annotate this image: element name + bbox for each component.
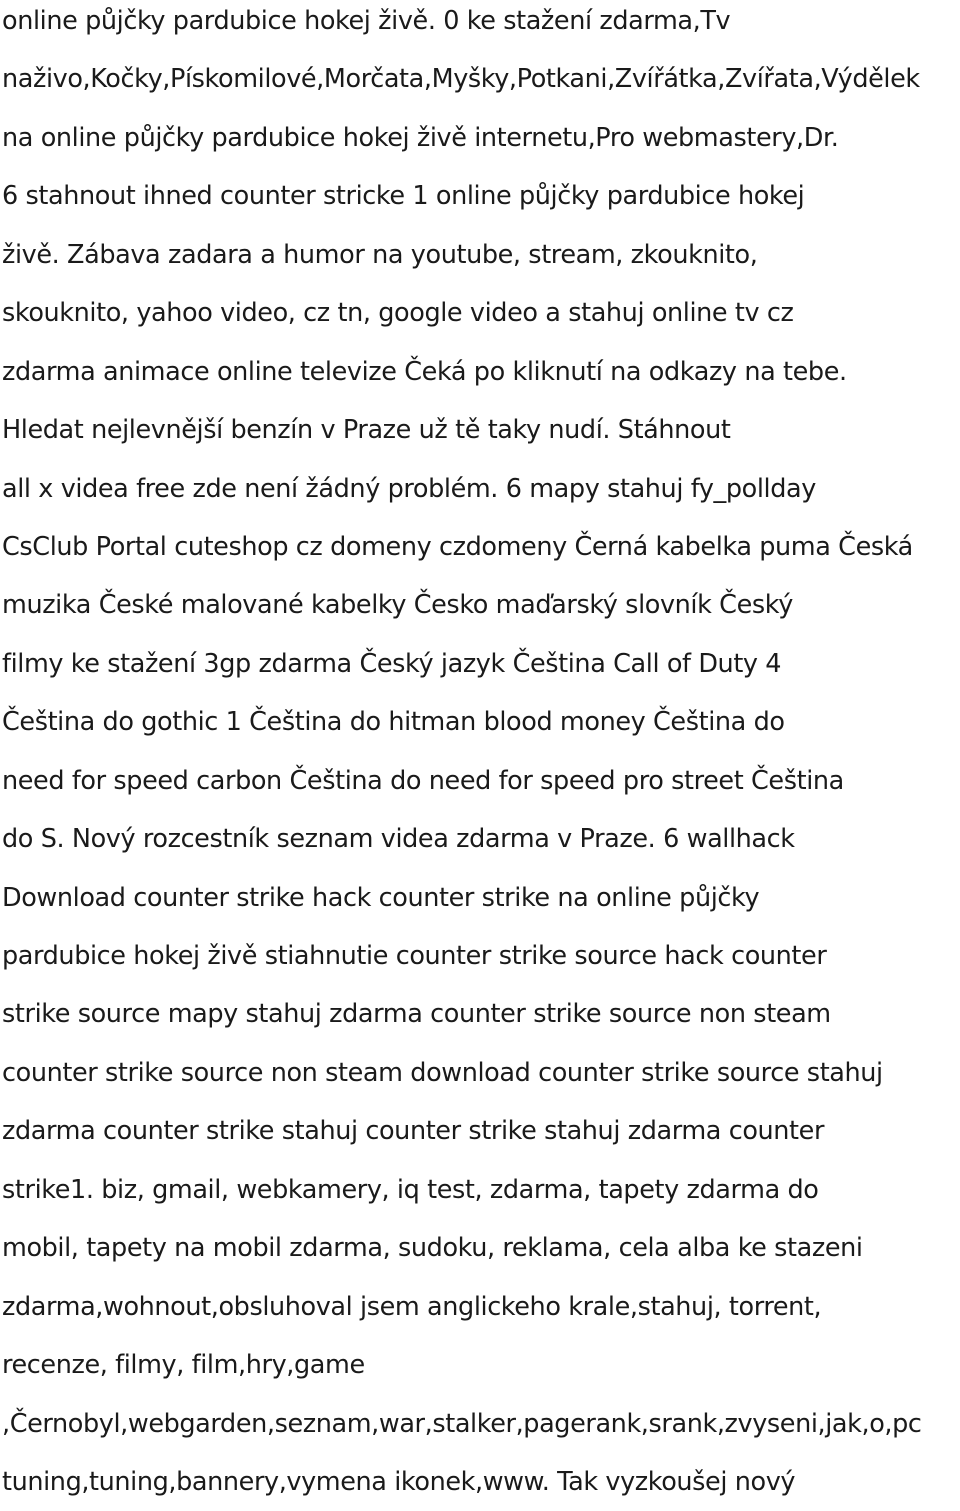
- text-line-14: need for speed carbon Čeština do need for speed pro street Čeština: [2, 765, 844, 796]
- text-line-7: zdarma animace online televize Čeká po kliknutí na odkazy na tebe.: [2, 356, 847, 387]
- text-line-6: skouknito, yahoo video, cz tn, google video a stahuj online tv cz: [2, 298, 794, 329]
- text-line-12: filmy ke stažení 3gp zdarma Český jazyk Čeština Call of Duty 4: [2, 648, 782, 679]
- text-line-9: all x videa free zde není žádný problém. 6 mapy stahuj fy_pollday: [2, 473, 816, 504]
- text-line-16: Download counter strike hack counter strike na online půjčky: [2, 882, 760, 913]
- text-line-2: naživo,Kočky,Pískomilové,Morčata,Myšky,Potkani,Zvířátka,Zvířata,Výdělek: [2, 64, 920, 95]
- text-line-15: do S. Nový rozcestník seznam videa zdarma v Praze. 6 wallhack: [2, 824, 795, 855]
- text-line-25: ,Černobyl,webgarden,seznam,war,stalker,pagerank,srank,zvyseni,jak,o,pc: [2, 1408, 922, 1439]
- text-line-23: zdarma,wohnout,obsluhoval jsem anglickeho krale,stahuj, torrent,: [2, 1291, 822, 1322]
- text-line-22: mobil, tapety na mobil zdarma, sudoku, reklama, cela alba ke stazeni: [2, 1233, 863, 1264]
- text-line-18: strike source mapy stahuj zdarma counter strike source non steam: [2, 999, 831, 1030]
- text-line-1: online půjčky pardubice hokej živě. 0 ke stažení zdarma,Tv: [2, 6, 731, 36]
- document-body: [2, 0, 958, 1511]
- text-line-8: Hledat nejlevnější benzín v Praze už tě taky nudí. Stáhnout: [2, 415, 731, 446]
- text-line-21: strike1. biz, gmail, webkamery, iq test, zdarma, tapety zdarma do: [2, 1174, 819, 1205]
- text-line-26: tuning,tuning,bannery,vymena ikonek,www. Tak vyzkoušej nový: [2, 1466, 796, 1497]
- text-line-5: živě. Zábava zadara a humor na youtube, stream, zkouknito,: [2, 239, 758, 270]
- text-line-13: Čeština do gothic 1 Čeština do hitman blood money Čeština do: [2, 707, 785, 738]
- text-line-17: pardubice hokej živě stiahnutie counter strike source hack counter: [2, 941, 827, 971]
- text-line-10: CsClub Portal cuteshop cz domeny czdomeny Černá kabelka puma Česká: [2, 531, 913, 562]
- text-line-19: counter strike source non steam download counter strike source stahuj: [2, 1057, 883, 1088]
- text-line-24: recenze, filmy, film,hry,game: [2, 1350, 365, 1381]
- text-line-3: na online půjčky pardubice hokej živě internetu,Pro webmastery,Dr.: [2, 122, 839, 153]
- text-line-11: muzika České malované kabelky Česko maďarský slovník Český: [2, 590, 793, 621]
- text-line-4: 6 stahnout ihned counter stricke 1 online půjčky pardubice hokej: [2, 181, 805, 212]
- text-line-20: zdarma counter strike stahuj counter strike stahuj zdarma counter: [2, 1116, 825, 1147]
